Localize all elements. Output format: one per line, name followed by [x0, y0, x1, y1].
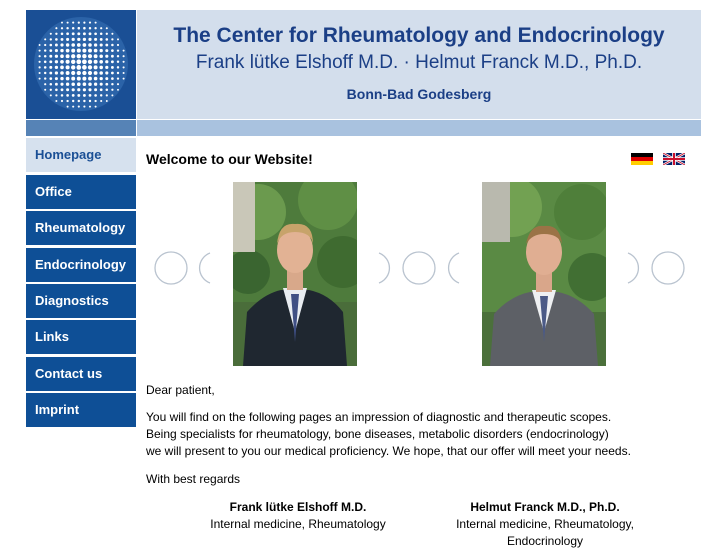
logo-dot	[77, 32, 80, 35]
logo-dot	[94, 83, 97, 86]
logo-dot	[55, 66, 58, 69]
doctor-photo-1	[233, 182, 357, 366]
logo-dot	[105, 71, 108, 74]
logo-dot	[88, 77, 92, 81]
logo-dot	[44, 44, 46, 46]
logo-dot	[94, 32, 97, 35]
logo-dot	[55, 27, 57, 29]
logo-dot	[105, 60, 108, 63]
logo-dot	[61, 22, 63, 24]
logo-dot	[106, 100, 108, 102]
nav-item-homepage[interactable]: Homepage	[26, 138, 136, 172]
logo-dot	[88, 71, 92, 75]
logo-dot	[88, 54, 92, 58]
logo-dot	[82, 54, 86, 58]
nav-item-office[interactable]: Office	[26, 175, 136, 209]
logo-dot	[71, 65, 75, 69]
doctor-names: Frank lütke Elshoff M.D. · Helmut Franck M.D., Ph.D.	[195, 52, 643, 73]
german-flag-icon[interactable]	[631, 153, 653, 165]
intro-line-3: we will present to you our medical proficiency. We hope, that our offer will meet your needs.	[146, 444, 631, 458]
logo-dot	[117, 66, 119, 68]
logo-dot	[94, 54, 98, 58]
logo-dot	[94, 77, 98, 81]
logo-dot	[55, 33, 57, 35]
logo-dot	[60, 54, 64, 58]
logo-dot	[55, 89, 58, 92]
logo-strip	[26, 120, 136, 136]
logo-dot	[83, 82, 87, 86]
logo-dot	[77, 77, 81, 81]
logo-dot	[61, 100, 63, 102]
logo-dot	[111, 77, 114, 80]
logo-dot	[105, 83, 108, 86]
logo-dot	[71, 77, 75, 81]
logo-dot	[60, 83, 63, 86]
logo-dot	[71, 43, 75, 47]
british-flag-icon[interactable]	[663, 153, 685, 165]
logo-dot	[83, 100, 85, 102]
logo-dot	[123, 61, 125, 63]
logo-dot	[105, 44, 108, 47]
logo-dot	[72, 94, 75, 97]
logo-dot	[77, 43, 81, 47]
logo-dot	[88, 82, 92, 86]
logo-dot	[82, 77, 86, 81]
logo-dot	[50, 44, 53, 47]
signature-specialty-2-line2: Endocrinology	[506, 534, 584, 548]
logo-dot	[82, 49, 86, 53]
logo-dot	[49, 77, 52, 80]
logo-dot	[89, 94, 92, 97]
greeting: Dear patient,	[146, 383, 215, 397]
logo-dot	[49, 55, 52, 58]
logo-dot	[72, 32, 75, 35]
logo-dot	[61, 94, 64, 97]
page-heading: Welcome to our Website!	[146, 151, 313, 167]
logo-dot	[100, 88, 103, 91]
logo-dot	[123, 72, 125, 74]
logo-dot	[66, 32, 69, 35]
logo-dot	[66, 88, 69, 91]
logo-dot	[39, 72, 41, 74]
logo-dot	[78, 22, 80, 24]
logo-dot	[55, 83, 58, 86]
logo-dot	[50, 38, 52, 40]
logo-dot	[88, 88, 91, 91]
logo-dot	[44, 49, 46, 51]
nav-item-imprint[interactable]: Imprint	[26, 393, 136, 427]
logo-dot	[83, 43, 87, 47]
logo-dot	[55, 49, 58, 52]
logo-dot	[78, 100, 80, 102]
logo-dot	[88, 43, 92, 47]
signature-name-1: Frank lütke Elshoff M.D.	[229, 500, 367, 514]
logo-dot	[66, 43, 69, 46]
logo-dot	[94, 100, 96, 102]
logo-dot	[66, 65, 70, 69]
nav-item-endocrinology[interactable]: Endocrinology	[26, 248, 136, 282]
logo-dot	[66, 71, 70, 75]
logo-dot	[94, 71, 98, 75]
logo-dot	[78, 27, 81, 30]
logo-dot	[66, 77, 70, 81]
logo-dot	[55, 100, 57, 102]
logo-dot	[89, 22, 91, 24]
logo-dot	[39, 78, 41, 80]
logo-dot	[50, 33, 52, 35]
logo-dot	[117, 38, 119, 40]
logo-dot	[94, 88, 97, 91]
logo-dot	[117, 72, 119, 74]
logo-dot	[55, 71, 58, 74]
logo-dot	[83, 32, 86, 35]
logo-dot	[71, 49, 75, 53]
logo-dot	[94, 94, 97, 97]
signature-specialty-1: Internal medicine, Rheumatology	[210, 517, 386, 531]
logo-dot	[66, 49, 70, 53]
logo-dot	[44, 83, 46, 85]
logo-dot	[55, 44, 58, 47]
logo-dot	[89, 32, 92, 35]
logo-dot	[66, 100, 68, 102]
logo-dot	[67, 106, 69, 108]
logo-dot	[117, 44, 119, 46]
logo-dot	[117, 83, 119, 85]
nav-item-rheumatology[interactable]: Rheumatology	[26, 211, 136, 245]
logo-dot	[82, 65, 87, 70]
logo-dot	[77, 94, 80, 97]
logo-dot	[89, 106, 91, 108]
logo-dot	[88, 49, 92, 53]
logo-dot	[66, 60, 70, 64]
logo-dot	[100, 27, 102, 29]
logo-dot	[67, 22, 69, 24]
logo-dot	[55, 38, 58, 41]
logo-dot	[83, 106, 85, 108]
logo-dot	[71, 71, 75, 75]
logo-dot	[71, 54, 75, 58]
logo-dot	[55, 60, 58, 63]
logo-dot	[123, 78, 125, 80]
logo-dot	[77, 71, 81, 75]
logo-dot	[83, 22, 85, 24]
logo-dot	[111, 55, 114, 58]
logo-dot	[44, 66, 47, 69]
logo-dot	[76, 59, 81, 64]
intro-line-2: Being specialists for rheumatology, bone diseases, metabolic disorders (endocrinology)	[146, 427, 609, 441]
logo-dot	[60, 66, 64, 70]
site-title: The Center for Rheumatology and Endocrinology	[173, 24, 665, 47]
doctor-photo-2	[482, 182, 606, 366]
logo-dot	[106, 89, 109, 92]
logo-dot	[94, 43, 97, 46]
logo-dot	[88, 60, 92, 64]
logo-dot	[77, 82, 81, 86]
logo-dot	[88, 65, 92, 69]
logo-dot	[83, 88, 86, 91]
logo-dot	[89, 27, 91, 29]
logo-dot	[49, 72, 52, 75]
logo-dot	[72, 38, 75, 41]
decorative-rings	[146, 240, 701, 296]
logo-dot	[66, 54, 70, 58]
logo-dot	[61, 88, 64, 91]
logo-dot	[60, 60, 64, 64]
logo-dot	[99, 66, 103, 70]
logo-dot	[60, 77, 63, 80]
logo-dot	[71, 60, 75, 64]
intro-line-1: You will find on the following pages an impression of diagnostic and therapeutic scopes.	[146, 410, 612, 424]
logo-dot	[49, 60, 52, 63]
logo-dot	[44, 61, 47, 64]
logo-dot	[72, 88, 75, 91]
logo-dot	[100, 38, 103, 41]
logo-dot	[123, 66, 125, 68]
logo-dot	[89, 100, 91, 102]
logo-dot	[66, 94, 69, 97]
logo-dot	[39, 50, 41, 52]
logo-dot	[39, 55, 41, 57]
logo-dot	[99, 60, 103, 64]
logo-dot	[100, 77, 103, 80]
logo-dot	[111, 38, 113, 40]
location: Bonn-Bad Godesberg	[346, 86, 492, 102]
logo-dot	[61, 27, 63, 29]
logo-dot	[105, 55, 108, 58]
logo-dot	[106, 94, 108, 96]
logo-dot	[77, 49, 81, 53]
logo-dot	[100, 43, 103, 46]
logo-dot	[100, 100, 102, 102]
logo-dot	[111, 33, 113, 35]
logo-dot	[117, 89, 119, 91]
regards: With best regards	[146, 472, 241, 486]
logo-dot	[72, 100, 74, 102]
logo-dot	[72, 27, 75, 30]
dotted-circle-logo-icon	[26, 10, 136, 119]
logo-dot	[76, 65, 81, 70]
logo-dot	[123, 55, 125, 57]
logo-dot	[66, 83, 69, 86]
logo-dot	[111, 89, 113, 91]
logo-dot	[44, 72, 46, 74]
logo-dot	[39, 66, 41, 68]
logo-dot	[111, 66, 114, 69]
logo-dot	[44, 89, 46, 91]
logo-dot	[99, 71, 103, 75]
signature-name-2: Helmut Franck M.D., Ph.D.	[470, 500, 620, 514]
logo-dot	[111, 44, 114, 47]
logo-dot	[83, 94, 86, 97]
logo-dot	[71, 82, 75, 86]
logo-dot	[105, 49, 108, 52]
logo-dot	[72, 22, 74, 24]
logo-dot	[77, 38, 80, 41]
logo-dot	[60, 49, 63, 52]
logo-dot	[50, 89, 52, 91]
logo-dot	[111, 72, 114, 75]
nav-item-links[interactable]: Links	[26, 320, 136, 354]
logo-dot	[95, 106, 97, 108]
logo-dot	[72, 106, 74, 108]
signature-specialty-2: Internal medicine, Rheumatology,	[456, 517, 634, 531]
logo-dot	[94, 27, 96, 29]
logo-dot	[111, 94, 113, 96]
logo-dot	[82, 59, 87, 64]
logo-dot	[77, 88, 80, 91]
logo-dot	[50, 94, 52, 96]
logo-dot	[105, 66, 108, 69]
logo-dot	[100, 94, 102, 96]
logo-dot	[60, 71, 64, 75]
logo-dot	[83, 27, 86, 30]
logo-dot	[60, 43, 63, 46]
logo-dot	[123, 50, 125, 52]
logo-dot	[61, 33, 64, 36]
header-strip	[137, 120, 701, 136]
logo-dot	[106, 33, 108, 35]
logo-dot	[44, 38, 46, 40]
logo-dot	[94, 49, 98, 53]
logo-dot	[94, 65, 98, 69]
logo-dot	[66, 27, 68, 29]
logo-dot	[66, 38, 69, 41]
logo-dot	[83, 38, 86, 41]
logo-dot	[111, 49, 114, 52]
logo-dot	[50, 83, 53, 86]
logo-dot	[39, 61, 41, 63]
logo-dot	[55, 94, 57, 96]
nav-item-contact[interactable]: Contact us	[26, 357, 136, 391]
logo-dot	[94, 60, 98, 64]
logo-dot	[78, 106, 80, 108]
logo-dot	[49, 66, 52, 69]
logo-dot	[117, 49, 119, 51]
logo-dot	[95, 22, 97, 24]
logo-dot	[100, 33, 103, 36]
logo-dot	[61, 38, 64, 41]
logo-dot	[88, 38, 91, 41]
logo-dot	[44, 77, 46, 79]
logo-dot	[77, 54, 81, 58]
logo-dot	[106, 38, 109, 41]
logo[interactable]	[26, 10, 136, 119]
logo-dot	[55, 55, 58, 58]
logo-dot	[111, 83, 113, 85]
logo-dot	[49, 49, 52, 52]
logo-dot	[105, 77, 108, 80]
logo-dot	[106, 27, 108, 29]
logo-dot	[117, 55, 119, 57]
logo-dot	[111, 60, 114, 63]
logo-dot	[55, 77, 58, 80]
logo-dot	[99, 54, 103, 58]
logo-dot	[100, 49, 103, 52]
logo-dot	[100, 83, 103, 86]
logo-dot	[44, 55, 47, 58]
logo-dot	[117, 61, 119, 63]
logo-dot	[82, 71, 86, 75]
logo-dot	[117, 77, 119, 79]
nav-item-diagnostics[interactable]: Diagnostics	[26, 284, 136, 318]
logo-dot	[39, 44, 41, 46]
logo-dot	[94, 38, 97, 41]
